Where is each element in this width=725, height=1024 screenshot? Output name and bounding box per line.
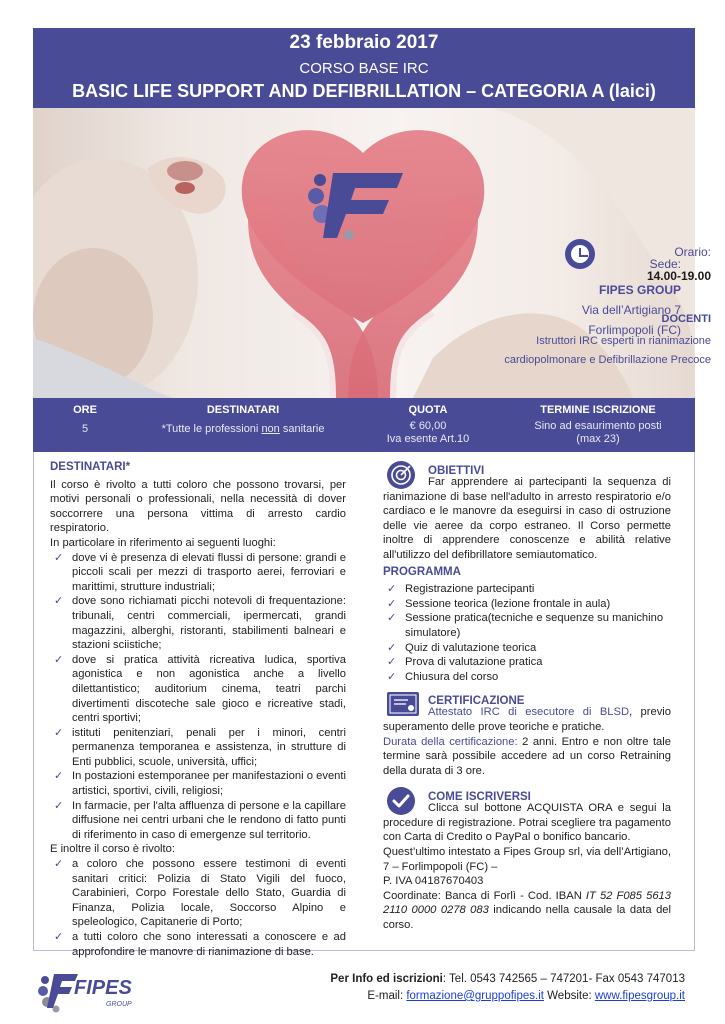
list-item: ✓ dove sono richiamati picchi notevoli di frequentazione: tribunali, centri commerciali, ipermercati, grandi magazzini, alberghi, ristoranti, stabilimenti balneari e stazioni sciistiche;	[50, 594, 346, 652]
enroll-vat: P. IVA 04187670403	[383, 875, 484, 888]
audience-section	[50, 460, 346, 959]
list-item: ✓ istituti penitenziari, penali per i minori, centri permanenza temporanea e assistenza, in strutture di Enti pubblici, scuole, università, uffici;	[50, 726, 346, 770]
list-item: ✓ In farmacie, per l'alta affluenza di persone e la capillare diffusione nei centri urbani che le rendono di fatto punti di riferimento in caso di emergenze sul territorio.	[50, 799, 346, 843]
fee-label: QUOTA	[408, 404, 448, 416]
enroll-company: Quest’ultimo intestato a Fipes Group srl, via dell’Artigiano, 7 – Forlimpopoli (FC) –	[383, 846, 671, 873]
list-item: ✓ dove si pratica attività ricreativa ludica, sportiva agonistica e non agonistica anche a livello dilettantistico; auditorium cinema, teatri parchi divertimenti discoteche sale gioco e ricreative stadi, centri sportivi;	[50, 653, 346, 726]
enroll-text: Clicca sul bottone ACQUISTA ORA e segui la procedure di registrazione. Potrai scegliere tra pagamento con Carta di Credito o PayPal o bonifico bancario.	[383, 802, 671, 844]
hours-column	[63, 403, 107, 436]
list-item: ✓ In postazioni estemporanee per manifestazioni o eventi artistici, sportivi, civili, religiosi;	[50, 769, 346, 798]
list-item: ✓ a tutti coloro che sono interessati a conoscere e ad approfondire le manovre di rianimazione di base.	[50, 930, 346, 959]
teachers-label: DOCENTI	[661, 313, 711, 325]
fee-column	[373, 403, 483, 446]
header-band	[33, 28, 695, 108]
enroll-bank: Coordinate: Banca di Forlì - Cod. IBAN IT 52 F085 5613 2110 0000 0278 083 indicando nella causale la data del corso.	[383, 889, 671, 932]
list-item: ✓ Chiusura del corso	[383, 670, 671, 685]
others-intro: E inoltre il corso è rivolto:	[50, 843, 175, 856]
objectives-text: Far apprendere ai partecipanti la sequenza di rianimazione di base nell'adulto in arresto respiratorio e/o cardiaco e le manovre da eseguirsi in caso di ostruzione delle vie aeree da corpo estraneo. Il Corso permette inoltre di apprendere conoscenze e abilità relative all'utilizzo del defibrillatore semiautomatico.	[383, 476, 671, 561]
audience-value: *Tutte le professioni non sanitarie	[161, 423, 325, 435]
list-item: ✓ dove vi è presenza di elevati flussi di persone: grandi e piccoli scali per mezzi di trasporto aerei, ferroviari e marittimi, strutture industriali;	[50, 551, 346, 595]
checkmark-icon	[386, 786, 416, 816]
certification-header	[383, 690, 671, 718]
schedule-block	[571, 240, 711, 288]
email-link[interactable]: formazione@gruppofipes.it	[406, 990, 544, 1002]
enroll-title: COME ISCRIVERSI	[428, 791, 531, 804]
enroll-header	[383, 786, 671, 814]
certificate-icon	[386, 690, 420, 718]
others-list	[50, 857, 346, 959]
list-item: ✓ Sessione teorica (lezione frontale in aula)	[383, 597, 671, 612]
audience-column	[143, 403, 343, 436]
schedule-time: 14.00-19.00	[646, 269, 711, 283]
fee-amount: € 60,00	[409, 420, 447, 432]
places-list	[50, 551, 346, 843]
venue-address-city: Forlimpopoli (FC)	[588, 323, 681, 337]
certification-title: CERTIFICAZIONE	[428, 695, 525, 708]
list-item: ✓ Registrazione partecipanti	[383, 582, 671, 597]
venue-company: FIPES GROUP	[598, 283, 681, 297]
course-subtitle: CORSO BASE IRC	[299, 60, 429, 77]
hours-label: ORE	[73, 404, 97, 416]
footer-phones: Per Info ed iscrizioni: Tel. 0543 742565 – 747201- Fax 0543 747013	[330, 973, 685, 985]
deadline-line-1: Sino ad esaurimento posti	[534, 420, 662, 432]
venue-label: Sede:	[649, 257, 681, 271]
footer-contacts	[330, 971, 685, 1005]
program-title: PROGRAMMA	[383, 565, 461, 578]
certification-text: Attestato IRC di esecutore di BLSD, previo superamento delle prove teoriche e pratiche.	[383, 706, 672, 733]
audience-label: DESTINATARI	[206, 404, 280, 416]
teachers-block	[451, 310, 711, 370]
list-item: ✓ a coloro che possono essere testimoni di eventi sanitari critici: Polizia di Stato Vigili del fuoco, Carabinieri, Corpo Forestale dello Stato, Guardia di Finanza, Polizia locale, Soccorso Alpino e speleologico, Capitanerie di Porto;	[50, 857, 346, 930]
teachers-line-1: Istruttori IRC esperti in rianimazione	[536, 335, 711, 347]
logo-subtext: GROUP	[106, 1001, 132, 1008]
website-link[interactable]: www.fipesgroup.it	[594, 990, 685, 1002]
places-intro: In particolare in riferimento ai seguenti luoghi:	[50, 536, 276, 549]
objectives-header	[383, 460, 671, 488]
right-column	[383, 460, 671, 933]
deadline-line-2: (max 23)	[576, 433, 620, 445]
deadline-label: TERMINE ISCRIZIONE	[540, 404, 656, 416]
footer-links: E-mail: formazione@gruppofipes.it Website: www.fipesgroup.it	[367, 990, 685, 1002]
certification-duration: Durata della certificazione: 2 anni. Entro e non oltre tale termine sarà possibile accedere ad un corso Retraining della durata di 3 ore.	[383, 735, 671, 777]
audience-section-title: DESTINATARI*	[50, 461, 131, 473]
schedule-label: Orario:	[674, 245, 711, 259]
list-item: ✓ Quiz di valutazione teorica	[383, 641, 671, 656]
teachers-line-2: cardiopolmonare e Defibrillazione Precoce	[504, 354, 711, 366]
target-icon	[386, 460, 416, 490]
deadline-column	[518, 403, 678, 446]
course-date: 23 febbraio 2017	[289, 32, 439, 53]
list-item: ✓ Prova di valutazione pratica	[383, 655, 671, 670]
fipes-logo	[38, 966, 148, 1018]
hours-value: 5	[81, 423, 89, 435]
logo-wordmark: FIPES	[74, 977, 132, 999]
program-list	[383, 582, 671, 684]
course-title: BASIC LIFE SUPPORT AND DEFIBRILLATION – CATEGORIA A (laici)	[72, 81, 656, 101]
venue-address-street: Via dell’Artigiano 7	[581, 303, 681, 317]
list-item: ✓ Sessione pratica(tecniche e sequenze su manichino simulatore)	[383, 611, 671, 640]
fee-vat-note: Iva esente Art.10	[386, 433, 470, 445]
objectives-title: OBIETTIVI	[428, 465, 485, 477]
audience-intro: Il corso è rivolto a tutti coloro che possono trovarsi, per motivi personali o professionali, nella necessità di dover soccorrere una persona vittima di arresto cardio respiratorio.	[50, 478, 346, 535]
info-band	[33, 398, 695, 452]
